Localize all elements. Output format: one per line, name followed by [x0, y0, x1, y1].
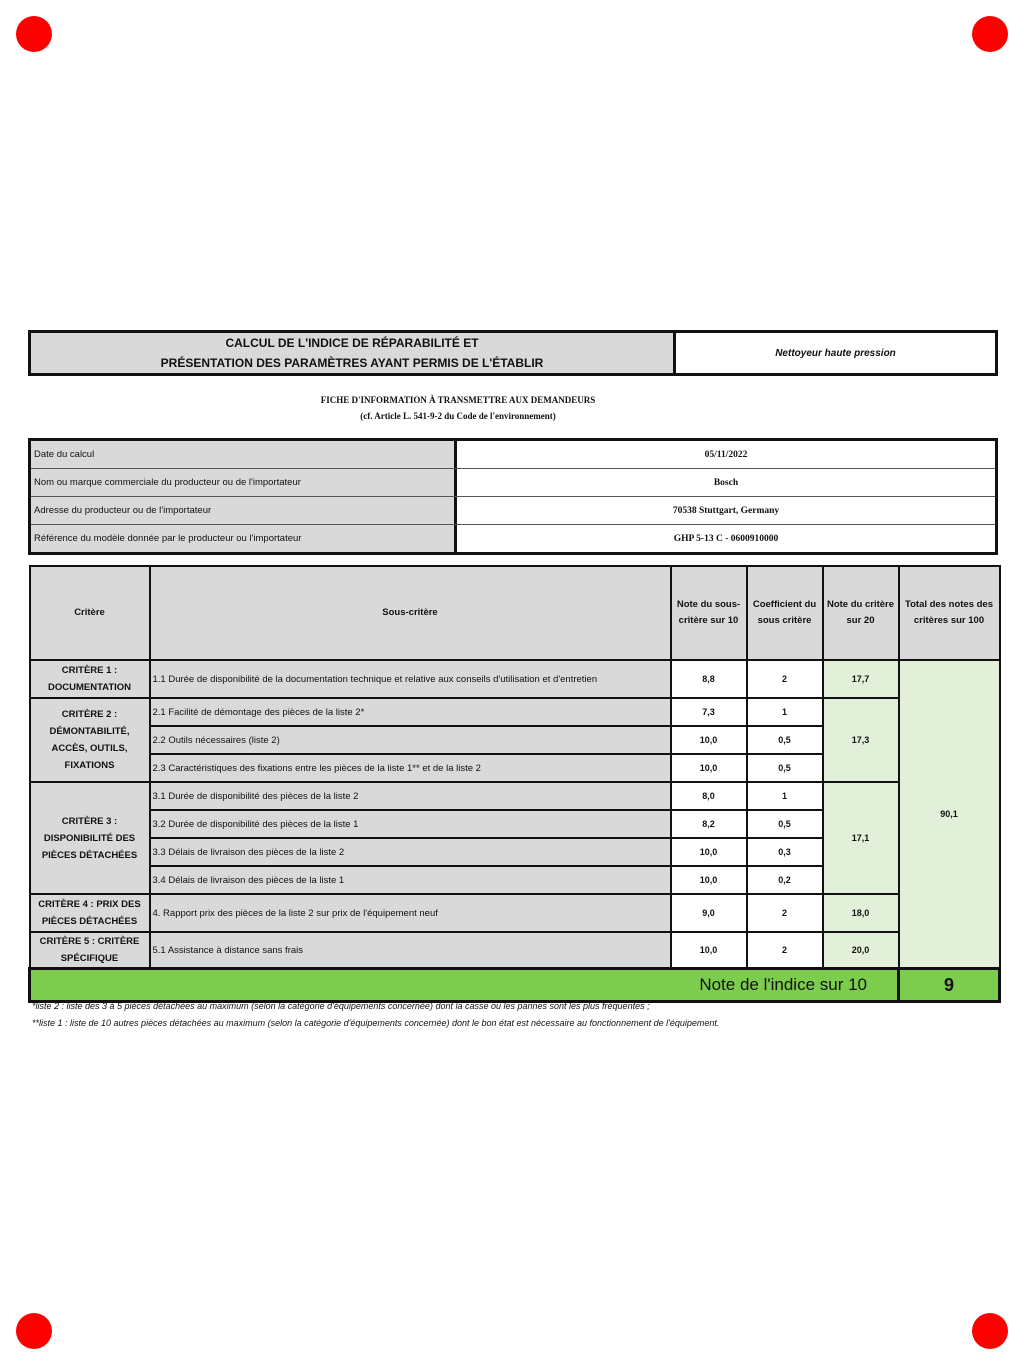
header-subcriteria: Sous-critère — [150, 566, 671, 660]
subcriterion-note: 10,0 — [671, 866, 747, 894]
info-table — [28, 438, 998, 555]
table-row — [30, 782, 1000, 810]
header-criteria: Critère — [30, 566, 150, 660]
total-score: 90,1 — [899, 660, 1000, 969]
corner-dot-bottom-left — [16, 1313, 52, 1349]
subcriterion-coef: 2 — [747, 894, 823, 932]
product-type: Nettoyeur haute pression — [775, 347, 896, 359]
corner-dot-top-left — [16, 16, 52, 52]
header-coefficient: Coefficient du sous critère — [747, 566, 823, 660]
final-score-row — [30, 969, 1000, 1002]
header-note: Note du sous-critère sur 10 — [671, 566, 747, 660]
subcriterion-note: 10,0 — [671, 932, 747, 969]
table-row — [30, 660, 1000, 698]
subcriterion-note: 10,0 — [671, 754, 747, 782]
subcriterion-note: 10,0 — [671, 726, 747, 754]
info-value: GHP 5-13 C - 0600910000 — [673, 533, 779, 544]
criterion-score: 17,3 — [823, 698, 899, 782]
table-row — [30, 698, 1000, 726]
subcriterion-coef: 2 — [747, 660, 823, 698]
info-label: Date du calcul — [31, 441, 457, 468]
table-row — [30, 894, 1000, 932]
criterion-name: CRITÈRE 1 : DOCUMENTATION — [30, 660, 150, 698]
subcriterion-label: 2.2 Outils nécessaires (liste 2) — [150, 726, 671, 754]
subcriterion-note: 8,0 — [671, 782, 747, 810]
subcriterion-coef: 0,5 — [747, 726, 823, 754]
criterion-name: CRITÈRE 2 : DÉMONTABILITÉ, ACCÈS, OUTILS, FIXATIONS — [30, 698, 150, 782]
document-subtitle — [28, 392, 1024, 424]
info-row — [31, 469, 995, 497]
subcriterion-label: 2.1 Facilité de démontage des pièces de la liste 2* — [150, 698, 671, 726]
subcriterion-coef: 0,2 — [747, 866, 823, 894]
document-title — [31, 333, 676, 373]
subcriterion-label: 3.3 Délais de livraison des pièces de la liste 2 — [150, 838, 671, 866]
subcriterion-note: 8,2 — [671, 810, 747, 838]
info-label: Nom ou marque commerciale du producteur ou de l'importateur — [31, 469, 457, 496]
repairability-table — [28, 565, 1001, 1003]
criterion-score: 17,1 — [823, 782, 899, 894]
header-note20: Note du critère sur 20 — [823, 566, 899, 660]
info-label: Adresse du producteur ou de l'importateur — [31, 497, 457, 524]
subcriterion-note: 9,0 — [671, 894, 747, 932]
subcriterion-label: 1.1 Durée de disponibilité de la documentation technique et relative aux conseils d'utilisation et d'entretien — [150, 660, 671, 698]
info-row — [31, 441, 995, 469]
info-value: 70538 Stuttgart, Germany — [672, 505, 780, 516]
footnote-list-1: **liste 1 : liste de 10 autres pièces détachées au maximum (selon la catégorie d'équipements concernée) dont le bon état est nécessaire au fonctionnement de l'équipement. — [32, 1018, 720, 1028]
subcriterion-label: 5.1 Assistance à distance sans frais — [150, 932, 671, 969]
criterion-score: 18,0 — [823, 894, 899, 932]
subcriterion-note: 8,8 — [671, 660, 747, 698]
subcriterion-coef: 0,5 — [747, 754, 823, 782]
title-line-1: CALCUL DE L'INDICE DE RÉPARABILITÉ ET — [225, 336, 479, 350]
footnotes — [32, 998, 719, 1032]
info-row — [31, 497, 995, 525]
criterion-name: CRITÈRE 3 : DISPONIBILITÉ DES PIÈCES DÉTACHÉES — [30, 782, 150, 894]
info-value: 05/11/2022 — [704, 449, 748, 460]
subcriterion-coef: 1 — [747, 782, 823, 810]
document-header — [28, 330, 998, 376]
subtitle-line-1: FICHE D'INFORMATION À TRANSMETTRE AUX DEMANDEURS — [320, 395, 596, 405]
criterion-name: CRITÈRE 5 : CRITÈRE SPÉCIFIQUE — [30, 932, 150, 969]
subcriterion-coef: 0,5 — [747, 810, 823, 838]
title-line-2: PRÉSENTATION DES PARAMÈTRES AYANT PERMIS DE L'ÉTABLIR — [160, 356, 544, 370]
header-total: Total des notes des critères sur 100 — [899, 566, 1000, 660]
subcriterion-coef: 0,3 — [747, 838, 823, 866]
table-header-row — [30, 566, 1000, 660]
table-row — [30, 932, 1000, 969]
criterion-score: 17,7 — [823, 660, 899, 698]
subcriterion-note: 7,3 — [671, 698, 747, 726]
criterion-name: CRITÈRE 4 : PRIX DES PIÈCES DÉTACHÉES — [30, 894, 150, 932]
final-score-label: Note de l'indice sur 10 — [30, 969, 899, 1002]
subcriterion-label: 3.4 Délais de livraison des pièces de la liste 1 — [150, 866, 671, 894]
info-row — [31, 525, 995, 552]
subcriterion-label: 2.3 Caractéristiques des fixations entre les pièces de la liste 1** et de la liste 2 — [150, 754, 671, 782]
criterion-score: 20,0 — [823, 932, 899, 969]
subtitle-line-2: (cf. Article L. 541-9-2 du Code de l'environnement) — [360, 411, 556, 421]
corner-dot-bottom-right — [972, 1313, 1008, 1349]
subcriterion-label: 3.2 Durée de disponibilité des pièces de la liste 1 — [150, 810, 671, 838]
subcriterion-label: 4. Rapport prix des pièces de la liste 2 sur prix de l'équipement neuf — [150, 894, 671, 932]
footnote-list-2: *liste 2 : liste des 3 à 5 pièces détachées au maximum (selon la catégorie d'équipements concernée) dont la casse ou les pannes sont les plus fréquentes ; — [32, 1001, 650, 1011]
subcriterion-note: 10,0 — [671, 838, 747, 866]
subcriterion-coef: 1 — [747, 698, 823, 726]
info-value: Bosch — [713, 477, 739, 488]
subcriterion-coef: 2 — [747, 932, 823, 969]
subcriterion-label: 3.1 Durée de disponibilité des pièces de la liste 2 — [150, 782, 671, 810]
info-label: Référence du modèle donnée par le producteur ou l'importateur — [31, 525, 457, 552]
final-score-value: 9 — [899, 969, 1000, 1002]
corner-dot-top-right — [972, 16, 1008, 52]
